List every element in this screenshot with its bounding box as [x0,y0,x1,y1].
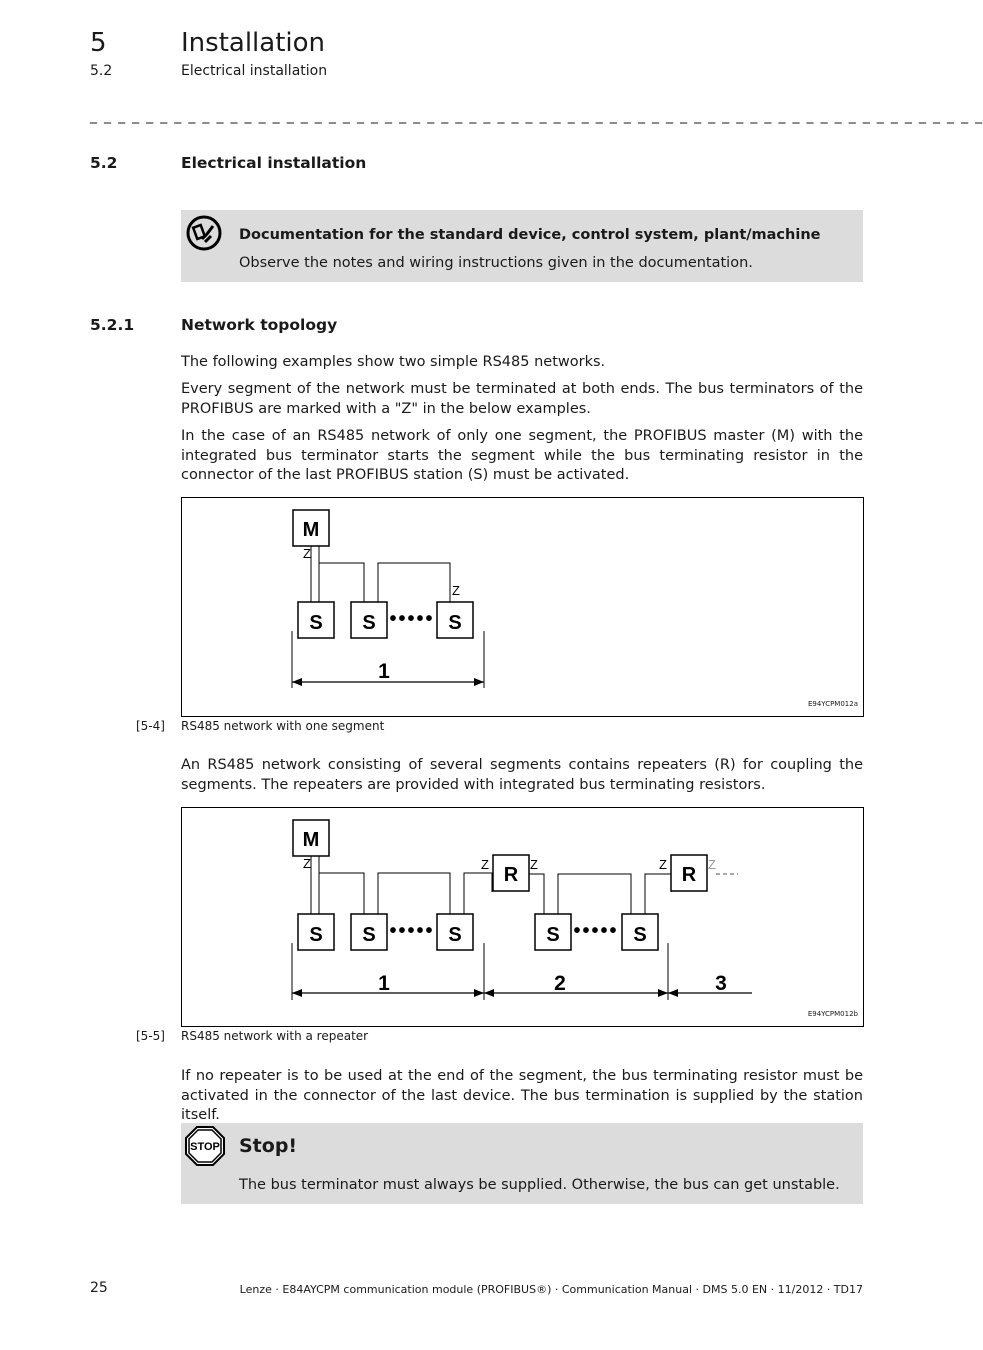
slave-label: S [309,612,323,634]
figure-caption-number: [5-5] [136,1029,165,1043]
stop-note-title: Stop! [239,1135,298,1157]
slave-label: S [309,924,323,946]
figure-caption: RS485 network with one segment [181,719,385,733]
segment-1-label: 1 [378,660,390,683]
section-number: 5.2 [90,154,118,172]
ellipsis-dots: ••••• [573,920,619,942]
ellipsis-dots: ••••• [389,920,435,942]
paragraph-repeaters: An RS485 network consisting of several segments contains repeaters (R) for coupling the segments. The repeaters are provided with integrated bus terminating resistors. [181,757,863,793]
paragraph-segment-termination: Every segment of the network must be terminated at both ends. The bus terminators of the PROFIBUS are marked with a "Z" in the below examples. [181,381,863,417]
terminator-label: Z [708,857,716,872]
figure-code: E94YCPM012a [807,700,858,708]
segment-1-label: 1 [378,972,390,995]
network-diagram-one-segment [182,498,863,716]
paragraph-no-repeater: If no repeater is to be used at the end of the segment, the bus terminating resistor must be activated in the connector of the last device. The bus termination is supplied by the station itself. [181,1068,863,1123]
segment-2-label: 2 [554,972,566,995]
documentation-icon [185,214,225,258]
subsection-number: 5.2.1 [90,316,135,334]
documentation-note-title: Documentation for the standard device, control system, plant/machine [239,227,821,243]
repeater-label: R [681,864,697,886]
network-diagram-with-repeater [182,808,863,1026]
section-title: Electrical installation [181,154,367,172]
chapter-title: Installation [181,28,326,58]
paragraph-intro: The following examples show two simple RS485 networks. [181,354,606,370]
header-section-title: Electrical installation [181,63,328,79]
terminator-label: Z [659,857,667,872]
terminator-label: Z [530,857,538,872]
slave-label: S [362,924,376,946]
figure-caption: RS485 network with a repeater [181,1029,369,1043]
figure-caption-number: [5-4] [136,719,165,733]
slave-label: S [546,924,560,946]
terminator-label: Z [452,583,460,598]
header-separator: _ _ _ _ _ _ _ _ _ _ _ _ _ _ _ _ _ _ _ _ _ _ _ _ _ _ _ _ _ _ _ _ _ _ _ _ _ _ _ _ _ _ _ _ _ _ _ _ _ _ _ _ _ _ _ _ _ _ _ _ _ _ _ _ [90,108,983,124]
stop-icon-text: STOP [190,1141,220,1153]
master-label: M [302,829,320,851]
ellipsis-dots: ••••• [389,608,435,630]
slave-label: S [448,612,462,634]
master-label: M [302,519,320,541]
slave-label: S [633,924,647,946]
paragraph-single-segment: In the case of an RS485 network of only one segment, the PROFIBUS master (M) with the integrated bus terminator starts the segment while the bus terminating resistor in the connector of the last PROFIBUS station (S) must be activated. [181,428,863,483]
figure-with-repeater [181,807,864,1027]
terminator-label: Z [481,857,489,872]
terminator-label: Z [303,546,311,561]
documentation-note-text: Observe the notes and wiring instructions given in the documentation. [239,255,753,271]
subsection-title: Network topology [181,316,338,334]
header-section-number: 5.2 [90,63,113,79]
stop-icon [184,1125,226,1171]
documentation-note [181,210,863,282]
stop-note [181,1123,863,1204]
figure-one-segment [181,497,864,717]
repeater-label: R [503,864,519,886]
figure-code: E94YCPM012b [807,1010,858,1018]
segment-3-label: 3 [715,972,727,995]
footer-text: Lenze · E84AYCPM communication module (PROFIBUS®) · Communication Manual · DMS 5.0 EN · 11/2012 · TD17 [239,1283,863,1296]
slave-label: S [448,924,462,946]
stop-note-text: The bus terminator must always be supplied. Otherwise, the bus can get unstable. [239,1177,840,1193]
chapter-number: 5 [90,28,107,58]
page-number: 25 [90,1280,108,1296]
slave-label: S [362,612,376,634]
terminator-label: Z [303,856,311,871]
